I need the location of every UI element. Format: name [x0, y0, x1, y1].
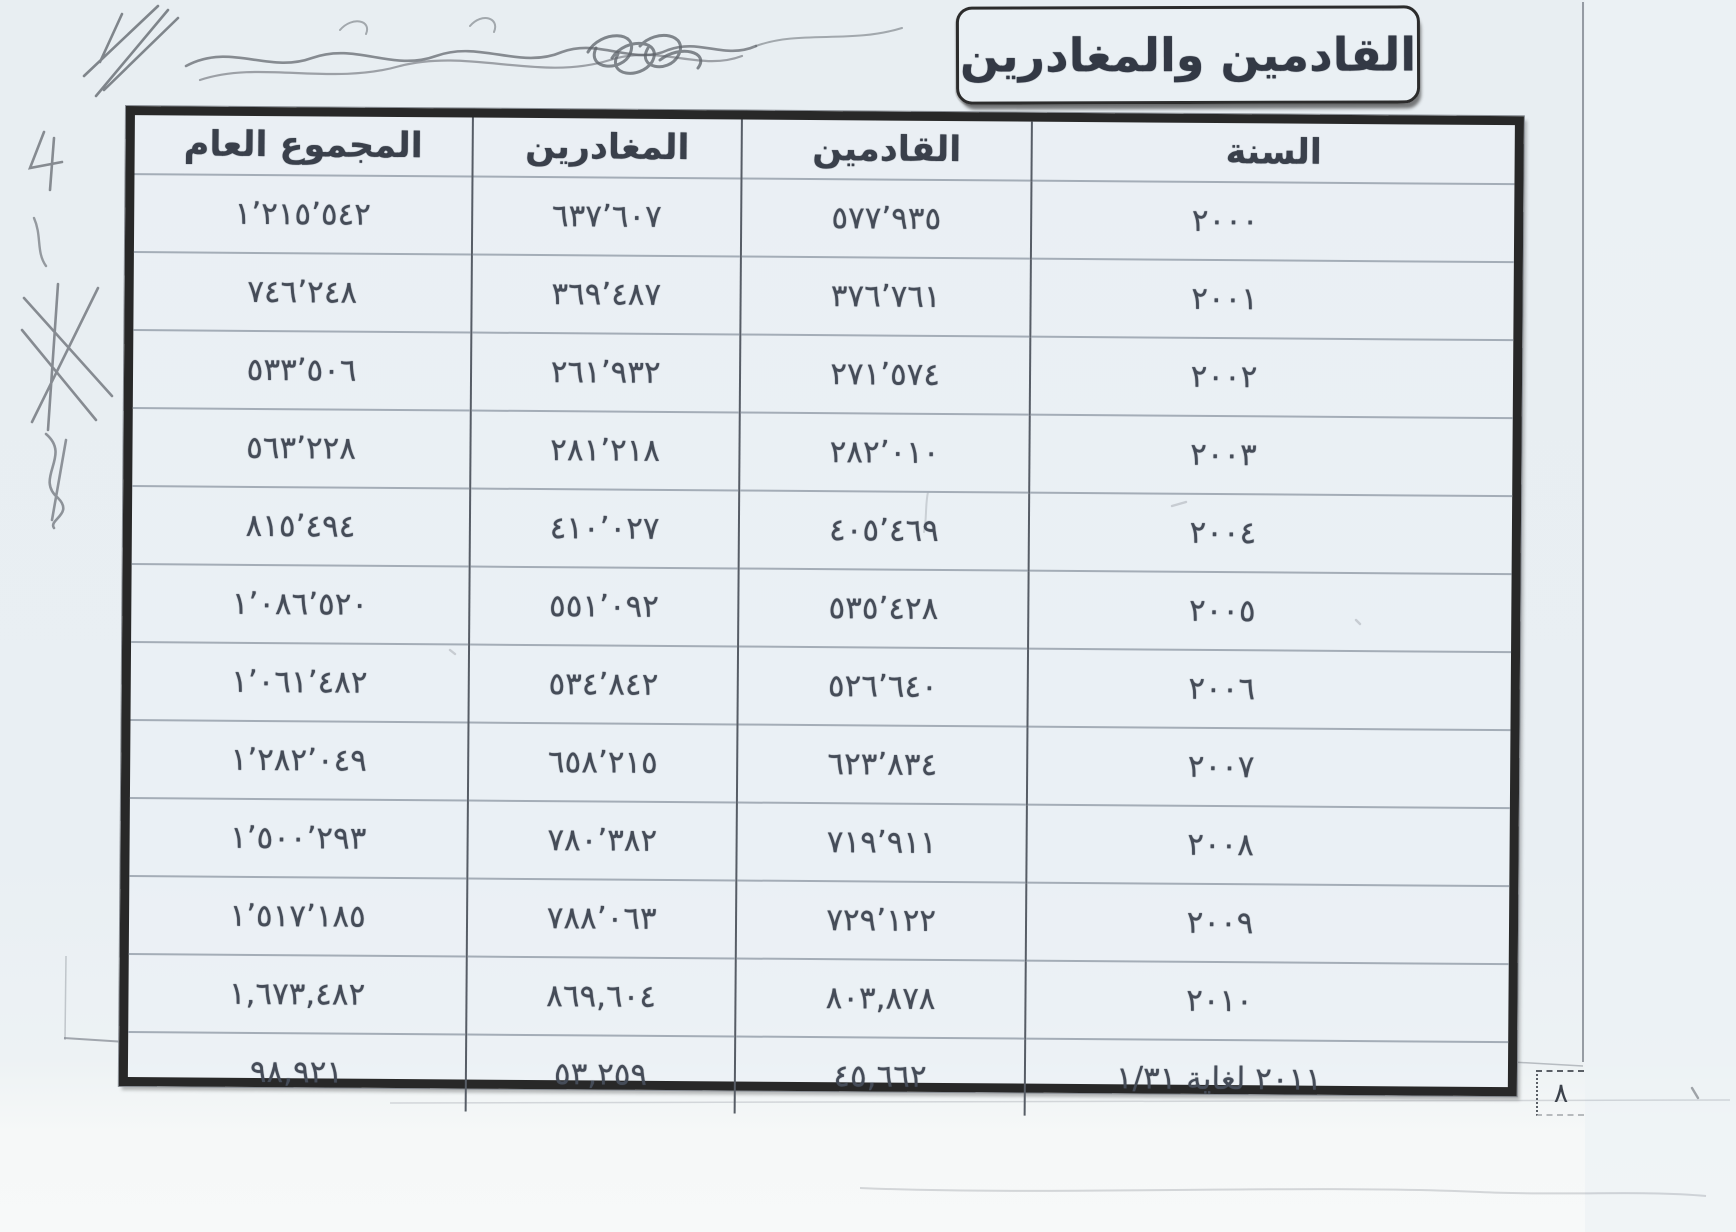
total-cell: ١٬٠٦١٬٤٨٢	[130, 642, 469, 722]
departures-column-header: المغادرين	[473, 118, 743, 179]
arrivals-column-header: القادمين	[742, 120, 1032, 181]
arrivals-cell: ٧٢٩٬١٢٢	[736, 880, 1026, 960]
arrivals-cell: ٥٣٥٬٤٢٨	[738, 569, 1028, 649]
page-number: ٨	[1553, 1077, 1569, 1109]
year-cell: ٢٠٠٢	[1030, 337, 1514, 419]
arrivals-cell: ٦٢٣٬٨٣٤	[737, 725, 1027, 805]
arrivals-cell: ٣٧٦٬٧٦١	[741, 257, 1031, 337]
departures-cell: ٧٨٨٬٠٦٣	[467, 879, 737, 959]
total-cell: ١٬٢١٥٬٥٤٢	[134, 174, 473, 254]
year-cell: ٢٠٠٤	[1029, 493, 1513, 575]
departures-cell: ٥٣,٢٥٩	[466, 1035, 736, 1114]
departures-cell: ٦٣٧٬٦٠٧	[472, 177, 742, 257]
arrivals-cell: ٢٨٢٬٠١٠	[739, 413, 1029, 493]
departures-cell: ٢٦١٬٩٣٢	[471, 333, 741, 413]
year-cell: ٢٠٠٧	[1027, 727, 1511, 809]
year-cell: ٢٠١١ لغاية ١/٣١	[1025, 1039, 1509, 1120]
total-cell: ٥٣٣٬٥٠٦	[133, 330, 472, 410]
total-cell: ١٬٠٨٦٬٥٢٠	[131, 564, 470, 644]
total-cell: ١٬٥١٧٬١٨٥	[129, 876, 468, 956]
departures-cell: ٦٥٨٬٢١٥	[468, 723, 738, 803]
table-row	[128, 1032, 1509, 1119]
total-cell: ١٬٥٠٠٬٢٩٣	[129, 798, 468, 878]
table-row	[129, 798, 1510, 886]
departures-cell: ٧٨٠٬٣٨٢	[467, 801, 737, 881]
arrivals-cell: ٤٥,٦٦٢	[735, 1036, 1025, 1115]
arrivals-cell: ٨٠٣,٨٧٨	[735, 958, 1025, 1038]
year-cell: ٢٠٠٩	[1026, 883, 1510, 965]
total-cell: ١,٦٧٣,٤٨٢	[128, 954, 467, 1034]
year-cell: ٢٠٠١	[1030, 259, 1514, 341]
page-title: القادمين والمغادرين	[959, 27, 1417, 83]
year-cell: ٢٠٠٠	[1031, 181, 1515, 263]
page-number-badge	[1536, 1070, 1584, 1116]
total-column-header: المجموع العام	[183, 124, 423, 167]
total-cell: ٥٦٣٬٢٢٨	[132, 408, 471, 488]
arrivals-cell: ٤٠٥٬٤٦٩	[739, 491, 1029, 571]
arrivals-cell: ٧١٩٬٩١١	[737, 802, 1027, 882]
departures-cell: ٤١٠٬٠٢٧	[470, 489, 740, 569]
table-body	[128, 174, 1515, 1119]
table-row	[134, 174, 1515, 262]
arrivals-cell: ٢٧١٬٥٧٤	[740, 335, 1030, 415]
table-row	[132, 486, 1513, 574]
table-row	[128, 954, 1509, 1042]
total-cell: ١٬٢٨٢٬٠٤٩	[130, 720, 469, 800]
table-row	[129, 876, 1510, 964]
departures-cell: ٨٦٩,٦٠٤	[466, 957, 736, 1037]
departures-cell: ٥٥١٬٠٩٢	[469, 567, 739, 647]
table-row	[131, 564, 1512, 652]
table-row	[133, 252, 1514, 340]
total-cell: ٨١٥٬٤٩٤	[132, 486, 471, 566]
scan-right-margin	[1585, 0, 1736, 1232]
table-row	[133, 330, 1514, 418]
total-cell: ٩٨,٩٢١	[128, 1032, 467, 1111]
year-cell: ٢٠١٠	[1025, 961, 1509, 1043]
table-header-row	[135, 115, 1515, 184]
departures-cell: ٢٨١٬٢١٨	[470, 411, 740, 491]
table-row	[130, 720, 1511, 808]
arrivals-cell: ٥٧٧٬٩٣٥	[741, 179, 1031, 259]
table-row	[130, 642, 1511, 730]
year-column-header: السنة	[1031, 122, 1514, 185]
title-box	[956, 5, 1420, 104]
year-cell: ٢٠٠٨	[1026, 805, 1510, 887]
year-cell: ٢٠٠٥	[1028, 571, 1512, 653]
table-row	[132, 408, 1513, 496]
departures-cell: ٣٦٩٬٤٨٧	[471, 255, 741, 335]
departures-cell: ٥٣٤٬٨٤٢	[469, 645, 739, 725]
year-cell: ٢٠٠٦	[1027, 649, 1511, 731]
arrivals-cell: ٥٢٦٬٦٤٠	[738, 647, 1028, 727]
total-cell: ٧٤٦٬٢٤٨	[133, 252, 472, 332]
year-cell: ٢٠٠٣	[1029, 415, 1513, 497]
arrivals-departures-table	[119, 106, 1524, 1096]
